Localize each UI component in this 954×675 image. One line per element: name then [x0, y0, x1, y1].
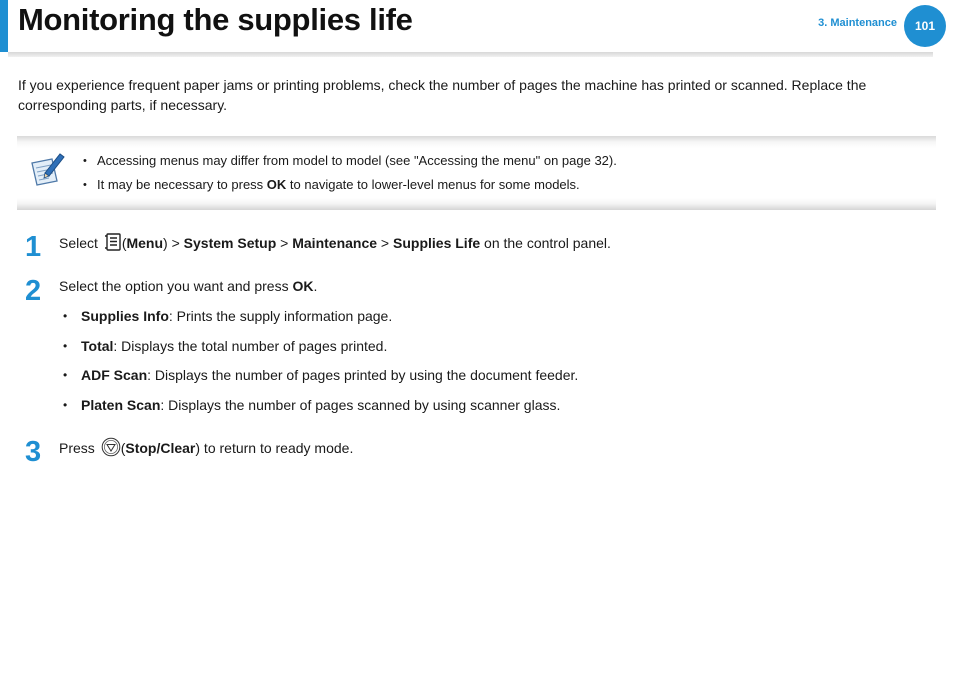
option-item — [63, 395, 578, 425]
step-text-segment: ( — [120, 440, 126, 456]
note-box — [17, 136, 936, 210]
note-text: Accessing menus may differ from model to model (see "Accessing the menu" on page 32). — [97, 153, 617, 168]
step-text-segment: Select — [59, 235, 102, 251]
note-list — [81, 149, 617, 197]
note-pencil-icon — [27, 149, 67, 189]
note-item — [81, 173, 617, 197]
chapter-label: 3. Maintenance — [818, 17, 897, 29]
step-text-segment: > — [276, 235, 293, 251]
maintenance-label: Maintenance — [292, 235, 378, 251]
step-text-segment: Press — [59, 440, 99, 456]
option-desc: : Displays the total number of pages printed. — [113, 337, 388, 354]
note-ok-label: OK — [266, 177, 287, 192]
step-text-segment: > — [377, 235, 394, 251]
step-number-1: 1 — [25, 231, 42, 263]
option-item — [63, 306, 578, 336]
step-text-segment: ( — [121, 235, 127, 251]
step-number-2: 2 — [25, 275, 42, 307]
ok-label: OK — [292, 278, 314, 294]
option-term: Total — [81, 337, 114, 354]
menu-icon — [104, 233, 122, 251]
title-divider — [8, 52, 933, 57]
step-text-segment: Select the option you want and press — [59, 278, 293, 294]
step-text-segment: on the control panel. — [480, 235, 611, 251]
stop-clear-icon — [101, 437, 121, 457]
note-text: It may be necessary to press — [97, 177, 267, 192]
option-term: Platen Scan — [81, 396, 161, 413]
step-3-text — [59, 437, 353, 458]
option-term: ADF Scan — [81, 367, 148, 383]
step-number-3: 3 — [25, 436, 42, 468]
step-text-segment: ) > — [163, 235, 184, 251]
note-item — [81, 149, 617, 173]
stop-clear-label: Stop/Clear — [125, 440, 196, 456]
page-number-badge: 101 — [904, 5, 946, 47]
page-title: Monitoring the supplies life — [18, 2, 413, 37]
menu-label: Menu — [126, 235, 164, 251]
option-item — [63, 336, 578, 366]
option-item — [63, 365, 578, 395]
option-term: Supplies Info — [81, 308, 169, 324]
note-text: to navigate to lower-level menus for some models. — [286, 177, 580, 192]
supplies-life-label: Supplies Life — [393, 235, 481, 251]
intro-paragraph: If you experience frequent paper jams or printing problems, check the number of pages the machine has printed or scanned. Replace the corresponding parts, if necessary. — [18, 77, 867, 113]
step-text-segment: ) to return to ready mode. — [195, 440, 354, 456]
option-desc: : Displays the number of pages scanned by using scanner glass. — [160, 396, 561, 413]
step-2-text — [59, 276, 317, 296]
supplies-options-list — [63, 306, 578, 424]
step-text-segment: . — [313, 278, 318, 294]
step-1-text — [59, 233, 611, 253]
option-desc: : Displays the number of pages printed by using the document feeder. — [147, 367, 579, 383]
system-setup-label: System Setup — [183, 235, 277, 251]
title-accent-bar — [0, 0, 8, 52]
option-desc: : Prints the supply information page. — [168, 308, 393, 324]
